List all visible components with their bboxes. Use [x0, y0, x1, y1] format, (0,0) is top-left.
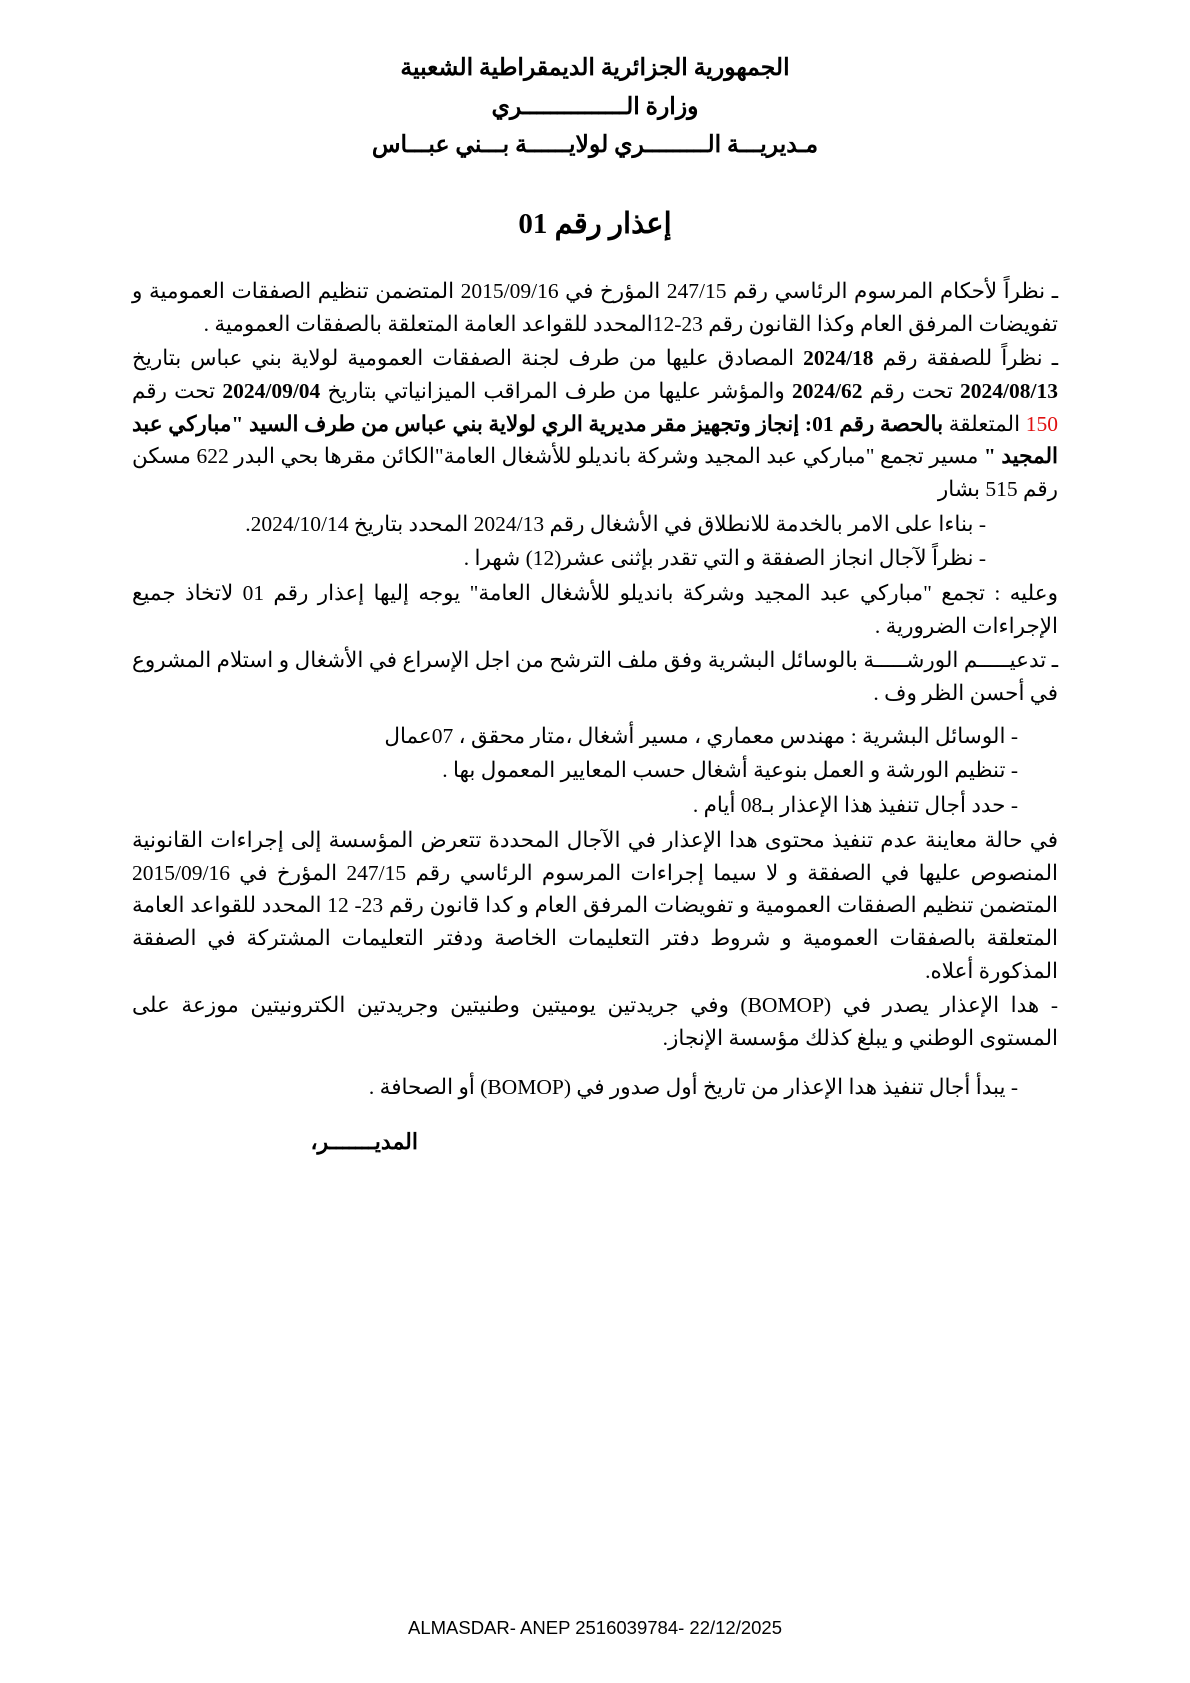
p2-seg-g: والمؤشر عليها من طرف المراقب الميزانياتي بتاريخ [320, 379, 792, 404]
p2-visa-date: 2024/09/04 [222, 379, 321, 404]
paragraph-workforce-reinforcement: ـ تدعيـــــم الورشـــــة بالوسائل البشرية وفق ملف الترشح من اجل الإسراع في الأشغال و استلام المشروع في أحسن الظر وف . [132, 648, 1058, 706]
p2-contract-number: 2024/18 [803, 346, 874, 371]
paragraph-effective-date: - يبدأ أجال تنفيذ هدا الإعذار من تاريخ أول صدور في (BOMOP) أو الصحافة . [368, 1074, 1018, 1099]
paragraph-decree-reference: ـ نظراً لأحكام المرسوم الرئاسي رقم 247/15 المؤرخ في 2015/09/16 المتضمن تنظيم الصفقات العمومية و تفويضات المرفق العام وكذا القانون رقم 23-12المحدد للقواعد العامة المتعلقة بالصفقات العمومية . [132, 279, 1058, 336]
p2-lot-description: بالحصة رقم 01: إنجاز وتجهيز مقر مديرية الري لولاية بني عباس [394, 411, 944, 436]
paragraph-publication: - هدا الإعذار يصدر في (BOMOP) وفي جريدتين يوميتين وطنيتين وجريدتين الكترونيتين موزعة على المستوى الوطني و يبلغ كذلك مؤسسة الإنجاز. [132, 993, 1058, 1050]
header-directorate-line: مـديريـــة الـــــــــري لولايــــــة بـــني عبـــاس [371, 131, 819, 158]
header-ministry-line: وزارة الـــــــــــــــري [491, 94, 699, 121]
paragraph-deadline: - حدد أجال تنفيذ هذا الإعذار بـ08 أيام . [692, 793, 1018, 818]
footer-anep-reference: ALMASDAR- ANEP 2516039784- 22/12/2025 [407, 1617, 783, 1638]
paragraph-human-resources: - الوسائل البشرية : مهندس معماري ، مسير أشغال ،متار محقق ، 07عمال [384, 723, 1018, 748]
paragraph-duration: - نظراً لآجال انجاز الصفقة و التي تقدر بإثنى عشر(12) شهرا . [463, 546, 986, 571]
paragraph-service-order: - بناءا على الامر بالخدمة للانطلاق في الأشغال رقم 2024/13 المحدد بتاريخ 2024/10/14. [245, 511, 986, 536]
p2-visa-number-highlight: 150 [1025, 411, 1059, 436]
document-header [132, 52, 1058, 162]
p2-seg-e: تحت رقم [862, 379, 961, 404]
paragraph-notice-addressed: وعليه : تجمع "مباركي عبد المجيد وشركة بانديلو للأشغال العامة" يوجه إليها إعذار رقم 01 لاتخاذ جميع الإجراءات الضرورية . [132, 581, 1058, 638]
p2-seg-a: ـ نظراً للصفقة رقم [873, 346, 1058, 371]
signature-director: المديـــــــر، [310, 1129, 418, 1155]
spacer [132, 712, 1058, 720]
spacer [132, 1057, 1058, 1071]
page-title: إعذار رقم 01 [518, 208, 672, 241]
p2-contractor-name: من طرف السيد "مباركي عبد المجيد " [132, 411, 1058, 469]
paragraph-site-organization: - تنظيم الورشة و العمل بنوعية أشغال حسب المعايير المعمول بها . [442, 758, 1018, 783]
p2-seg-n: مسير تجمع "مباركي عبد المجيد وشركة بانديلو للأشغال العامة"الكائن مقرها بحي البدر 622 مسكن رقم 515 بشار [132, 444, 1058, 502]
p2-seg-i: تحت رقم [132, 379, 223, 404]
paragraph-legal-consequences: في حالة معاينة عدم تنفيذ محتوى هدا الإعذار في الآجال المحددة تتعرض المؤسسة إلى إجراءات القانونية المنصوص عليها في الصفقة و لا سيما إجراءات المرسوم الرئاسي رقم 247/15 المؤرخ في 2015/09/16 المتضمن تنظيم الصفقات العمومية و تفويضات المرفق العام و كدا قانون رقم 23- 12 المحدد للقواعد العامة المتعلقة بالصفقات العمومية و شروط دفتر التعليمات الخاصة ودفتر التعليمات المشتركة في الصفقة المذكورة أعلاه. [132, 827, 1058, 983]
p2-seg-k: المتعلقة [943, 411, 1026, 436]
header-republic-line: الجمهورية الجزائرية الديمقراطية الشعبية [400, 55, 790, 81]
p2-registration-number: 2024/62 [791, 379, 863, 404]
p2-approval-date: 2024/08/13 [960, 379, 1058, 404]
p2-seg-c: المصادق عليها من طرف لجنة الصفقات العمومية لولاية بني عباس بتاريخ [132, 346, 804, 371]
document-body [132, 275, 1058, 1103]
paragraph-contract-reference [132, 342, 1058, 505]
